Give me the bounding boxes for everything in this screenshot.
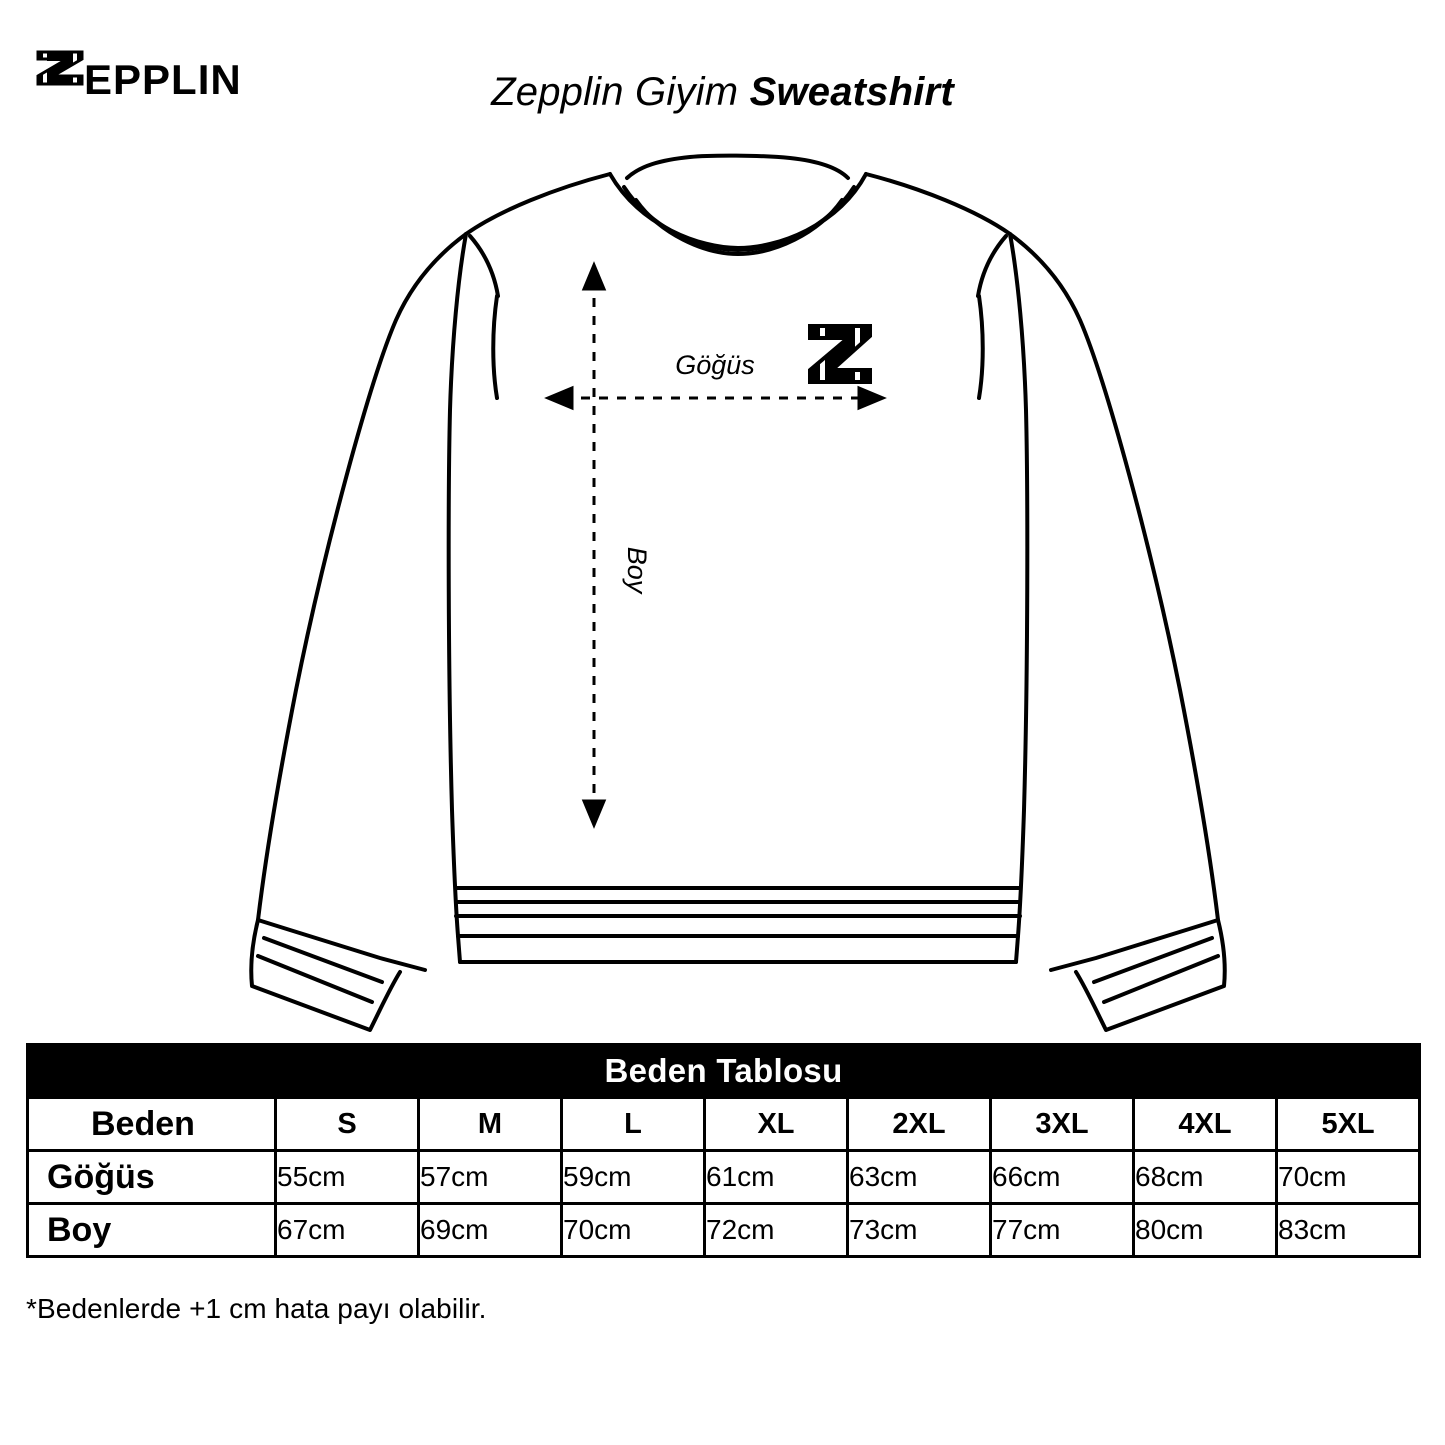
cell-boy-4xl: 80cm [1134, 1204, 1277, 1257]
cell-boy-5xl: 83cm [1277, 1204, 1420, 1257]
page-title [0, 70, 1445, 115]
cell-boy-l: 70cm [562, 1204, 705, 1257]
header-beden: Beden [28, 1098, 276, 1151]
cell-gogus-3xl: 66cm [991, 1151, 1134, 1204]
page-title-product: Sweatshirt [749, 70, 954, 114]
z-logo-icon [810, 326, 870, 382]
header-size-3xl: 3XL [991, 1098, 1134, 1151]
header-size-4xl: 4XL [1134, 1098, 1277, 1151]
header-size-xl: XL [705, 1098, 848, 1151]
page-header [0, 0, 1445, 130]
row-label-boy: Boy [28, 1204, 276, 1257]
cell-boy-3xl: 77cm [991, 1204, 1134, 1257]
table-row [28, 1204, 1420, 1257]
cell-gogus-2xl: 63cm [848, 1151, 991, 1204]
header-size-l: L [562, 1098, 705, 1151]
cell-boy-m: 69cm [419, 1204, 562, 1257]
page-title-brand: Zepplin Giyim [491, 70, 750, 114]
row-label-gogus: Göğüs [28, 1151, 276, 1204]
chest-dimension-label: Göğüs [675, 350, 755, 380]
cell-boy-2xl: 73cm [848, 1204, 991, 1257]
header-size-5xl: 5XL [1277, 1098, 1420, 1151]
table-title: Beden Tablosu [28, 1045, 1420, 1098]
size-table-container [26, 1043, 1419, 1258]
cell-gogus-4xl: 68cm [1134, 1151, 1277, 1204]
cell-gogus-xl: 61cm [705, 1151, 848, 1204]
size-table [26, 1043, 1421, 1258]
header-size-m: M [419, 1098, 562, 1151]
table-title-row [28, 1045, 1420, 1098]
brand-name: EPPLIN [84, 55, 242, 103]
cell-gogus-m: 57cm [419, 1151, 562, 1204]
length-dimension-label: Boy [622, 546, 652, 594]
cell-boy-xl: 72cm [705, 1204, 848, 1257]
size-footnote: *Bedenlerde +1 cm hata payı olabilir. [26, 1293, 487, 1324]
cell-gogus-l: 59cm [562, 1151, 705, 1204]
table-row [28, 1151, 1420, 1204]
table-header-row [28, 1098, 1420, 1151]
header-size-s: S [276, 1098, 419, 1151]
sweatshirt-illustration [0, 130, 1445, 1040]
header-size-2xl: 2XL [848, 1098, 991, 1151]
cell-boy-s: 67cm [276, 1204, 419, 1257]
cell-gogus-s: 55cm [276, 1151, 419, 1204]
cell-gogus-5xl: 70cm [1277, 1151, 1420, 1204]
